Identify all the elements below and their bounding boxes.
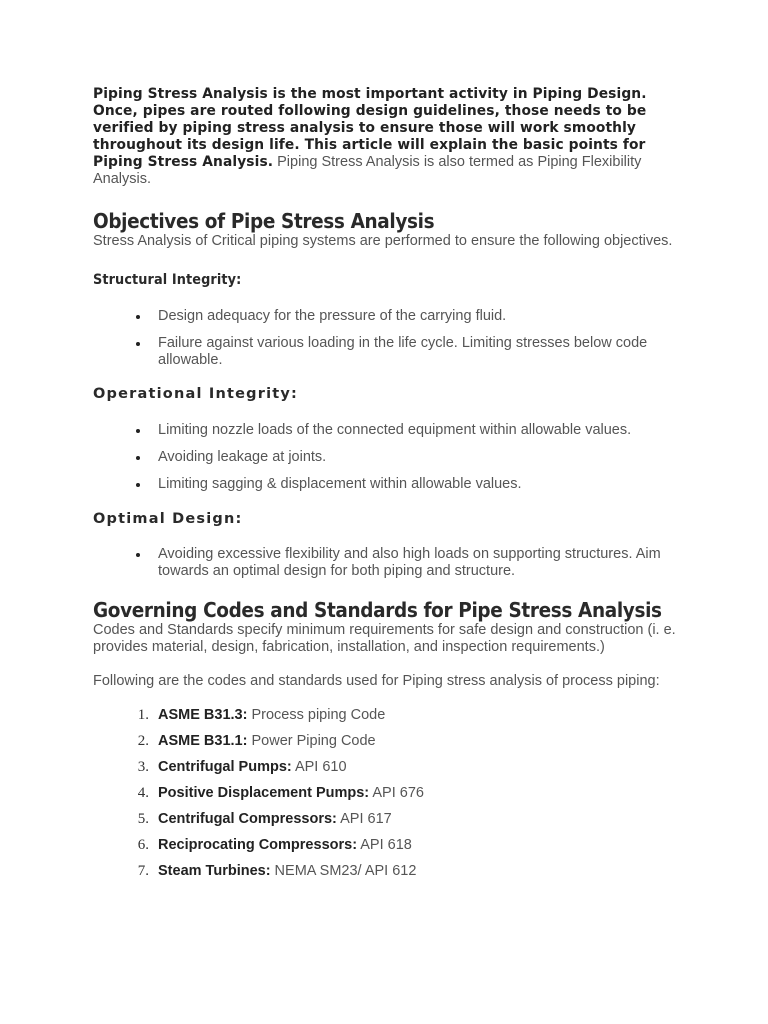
intro-bold-text: Piping Stress Analysis is the most important activity in Piping Design. Once, pipes are routed following design guidelines, those needs to be verified by piping stress analysis to ensure those will work smoothly throughout its design life. This article will explain the basic points for Piping Stress Analysis. [93,86,647,170]
code-item-label: Reciprocating Compressors: [158,837,358,853]
code-item-value: NEMA SM23/ API 612 [270,863,417,879]
list-item: Design adequacy for the pressure of the carrying fluid. [93,308,693,325]
code-item-number: 5. [137,811,149,827]
code-item [93,863,693,880]
code-item [93,837,693,854]
code-item-number: 2. [137,733,149,749]
code-item [93,785,693,802]
structural-integrity-list [93,308,693,369]
list-item: Limiting sagging & displacement within allowable values. [93,476,693,493]
code-item-label: Positive Displacement Pumps: [158,785,370,801]
optimal-design-heading: Optimal Design: [93,511,243,527]
code-item-number: 3. [137,759,149,775]
code-item-label: ASME B31.1: [158,733,248,749]
intro-paragraph [93,86,693,188]
article-body [93,86,693,880]
list-item: Avoiding excessive flexibility and also high loads on supporting structures. Aim towards an optimal design for both piping and structure. [93,546,693,580]
code-item [93,811,693,828]
code-item-number: 1. [137,707,149,723]
intro-normal-text: Piping Stress Analysis is also termed as Piping Flexibility Analysis. [93,154,642,187]
codes-text: Codes and Standards specify minimum requirements for safe design and construction (i. e. provides material, design, fabrication, installation, and inspection requirements.) [93,622,676,655]
objectives-text: Stress Analysis of Critical piping systems are performed to ensure the following objectives. [93,233,673,249]
code-item-number: 7. [137,863,149,879]
code-item-label: Centrifugal Compressors: [158,811,337,827]
list-item: Limiting nozzle loads of the connected equipment within allowable values. [93,422,693,439]
operational-integrity-list [93,422,693,493]
code-item-number: 6. [137,837,149,853]
code-item-value: API 610 [291,759,347,775]
code-item-number: 4. [137,785,149,801]
codes-list [93,707,693,880]
code-item-value: Process piping Code [247,707,386,723]
optimal-design-list [93,546,693,580]
code-item [93,707,693,724]
list-item: Failure against various loading in the life cycle. Limiting stresses below code allowable. [93,335,693,369]
code-item-label: ASME B31.3: [158,707,248,723]
code-item-value: API 676 [369,785,424,801]
code-item [93,733,693,750]
list-item: Avoiding leakage at joints. [93,449,693,466]
code-item-value: Power Piping Code [247,733,376,749]
code-item [93,759,693,776]
objectives-heading: Objectives of Pipe Stress Analysis [93,209,435,233]
operational-integrity-heading: Operational Integrity: [93,386,299,402]
code-item-label: Steam Turbines: [158,863,271,879]
code-item-label: Centrifugal Pumps: [158,759,292,775]
code-item-value: API 617 [336,811,392,827]
codes-intro-text: Following are the codes and standards used for Piping stress analysis of process piping: [93,673,660,689]
codes-heading: Governing Codes and Standards for Pipe Stress Analysis [93,598,662,622]
code-item-value: API 618 [357,837,412,853]
structural-integrity-heading: Structural Integrity: [93,272,242,288]
